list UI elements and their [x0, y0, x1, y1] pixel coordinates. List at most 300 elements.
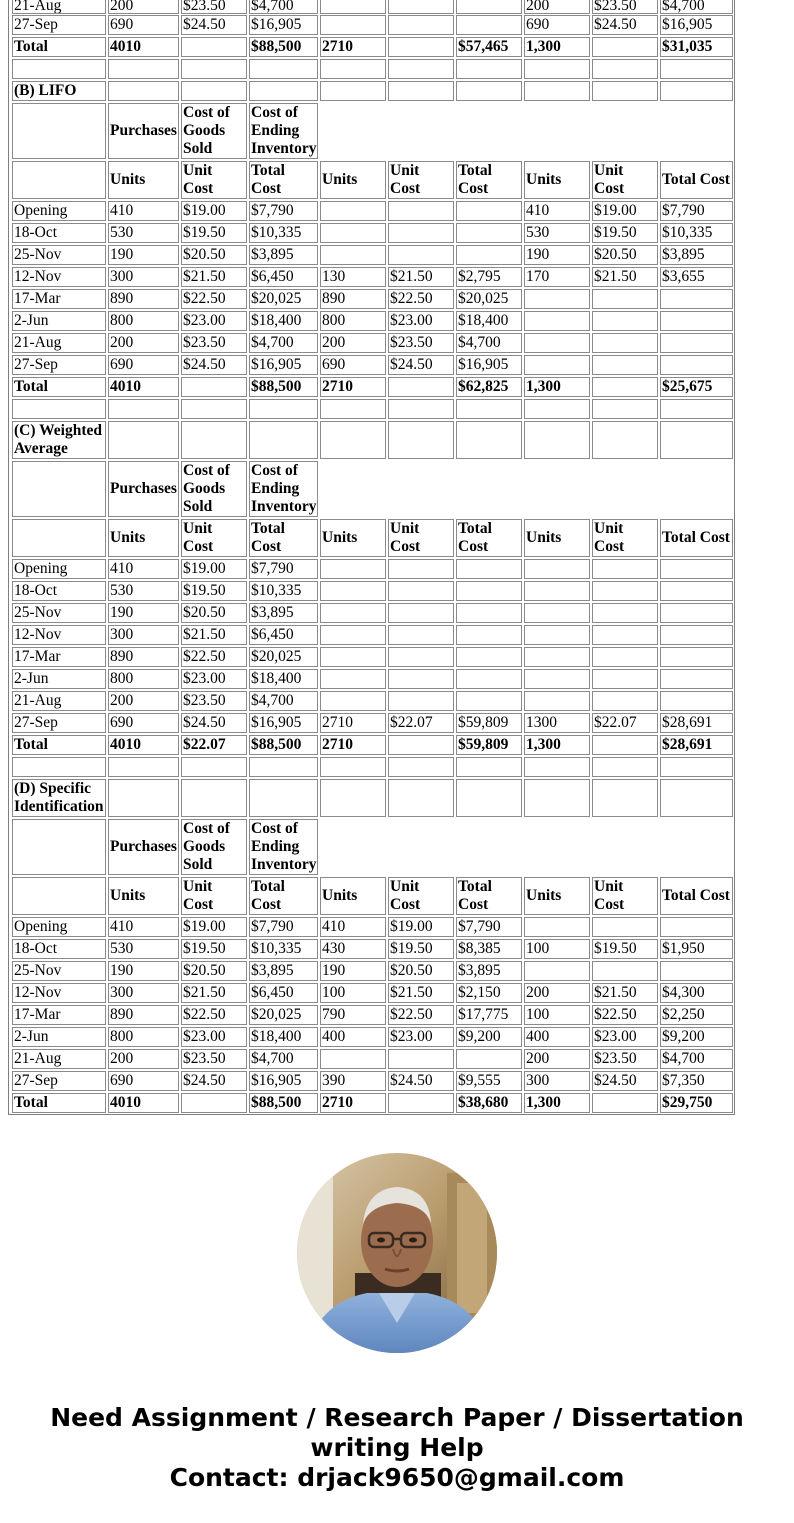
table-cell: $19.50: [181, 223, 247, 243]
table-cell: [524, 311, 590, 331]
table-cell: $7,790: [456, 917, 522, 937]
table-cell: $4,700: [660, 0, 733, 14]
table-cell: 690: [108, 713, 179, 733]
column-header: [12, 161, 106, 199]
table-cell: 25-Nov: [12, 961, 106, 981]
empty-cell: [524, 421, 590, 459]
table-cell: $20.50: [181, 245, 247, 265]
total-cell: Total: [12, 37, 106, 57]
empty-cell: [181, 399, 247, 419]
total-cell: [181, 37, 247, 57]
table-cell: [660, 961, 733, 981]
table-cell: [660, 289, 733, 309]
table-cell: 790: [320, 1005, 386, 1025]
empty-cell: [592, 81, 658, 101]
column-header: Total Cost: [660, 877, 733, 915]
empty-cell: [456, 59, 522, 79]
table-cell: 530: [108, 581, 179, 601]
total-cell: [388, 377, 454, 397]
table-cell: $3,655: [660, 267, 733, 287]
total-cell: $57,465: [456, 37, 522, 57]
table-cell: $20.50: [181, 603, 247, 623]
table-cell: 200: [108, 0, 179, 14]
section-title: (D) Specific Identification: [12, 779, 106, 817]
table-cell: 390: [320, 1071, 386, 1091]
table-cell: 200: [108, 1049, 179, 1069]
table-cell: 17-Mar: [12, 1005, 106, 1025]
table-cell: [660, 603, 733, 623]
total-cell: 4010: [108, 735, 179, 755]
table-cell: 25-Nov: [12, 245, 106, 265]
table-cell: $19.00: [388, 917, 454, 937]
column-header: Units: [108, 519, 179, 557]
table-cell: 18-Oct: [12, 939, 106, 959]
table-cell: [456, 691, 522, 711]
table-cell: $28,691: [660, 713, 733, 733]
table-cell: 170: [524, 267, 590, 287]
empty-cell: [181, 81, 247, 101]
table-cell: [320, 669, 386, 689]
table-cell: [660, 691, 733, 711]
table-cell: $3,895: [660, 245, 733, 265]
column-header: Units: [524, 161, 590, 199]
total-cell: [592, 1093, 658, 1113]
cta-line-2: writing Help: [310, 1433, 484, 1462]
table-cell: 25-Nov: [12, 603, 106, 623]
table-cell: [592, 311, 658, 331]
author-photo: [297, 1153, 497, 1353]
table-cell: 18-Oct: [12, 581, 106, 601]
column-header: Unit Cost: [181, 519, 247, 557]
empty-cell: [524, 779, 590, 817]
total-cell: [592, 735, 658, 755]
table-cell: $22.07: [592, 713, 658, 733]
table-cell: $18,400: [249, 311, 318, 331]
empty-cell: [592, 757, 658, 777]
table-cell: $23.00: [592, 1027, 658, 1047]
column-header: [12, 519, 106, 557]
table-cell: $9,555: [456, 1071, 522, 1091]
column-header: Units: [108, 161, 179, 199]
table-cell: 800: [108, 1027, 179, 1047]
empty-cell: [456, 757, 522, 777]
table-cell: $23.50: [592, 1049, 658, 1069]
table-cell: $2,250: [660, 1005, 733, 1025]
table-cell: [388, 647, 454, 667]
table-cell: 200: [524, 1049, 590, 1069]
table-cell: [320, 15, 386, 35]
section-title: (C) Weighted Average: [12, 421, 106, 459]
table-cell: 300: [108, 267, 179, 287]
total-cell: $25,675: [660, 377, 733, 397]
table-cell: $22.50: [388, 1005, 454, 1025]
table-cell: [320, 245, 386, 265]
column-header: Units: [524, 519, 590, 557]
table-cell: $4,700: [249, 1049, 318, 1069]
table-cell: 2710: [320, 713, 386, 733]
table-cell: [388, 0, 454, 14]
table-cell: [456, 201, 522, 221]
table-cell: $4,700: [456, 333, 522, 353]
table-cell: 530: [108, 223, 179, 243]
empty-cell: [181, 779, 247, 817]
table-cell: $19.00: [181, 201, 247, 221]
group-header: Cost of Ending Inventory: [251, 104, 317, 157]
table-cell: [456, 647, 522, 667]
table-cell: $19.50: [592, 939, 658, 959]
table-cell: 100: [320, 983, 386, 1003]
column-header: Unit Cost: [388, 519, 454, 557]
total-cell: [181, 1093, 247, 1113]
table-cell: $20.50: [181, 961, 247, 981]
table-cell: 2-Jun: [12, 1027, 106, 1047]
table-cell: $7,790: [249, 917, 318, 937]
column-header: Total Cost: [660, 519, 733, 557]
total-cell: Total: [12, 1093, 106, 1113]
empty-cell: [660, 399, 733, 419]
total-cell: $59,809: [456, 735, 522, 755]
empty-cell: [524, 81, 590, 101]
total-cell: $38,680: [456, 1093, 522, 1113]
table-cell: $6,450: [249, 983, 318, 1003]
empty-cell: [249, 59, 318, 79]
group-header: Cost of Goods Sold: [181, 461, 247, 517]
table-cell: 190: [108, 245, 179, 265]
empty-cell: [524, 399, 590, 419]
table-cell: $23.00: [388, 1027, 454, 1047]
total-cell: $22.07: [181, 735, 247, 755]
table-cell: 400: [524, 1027, 590, 1047]
table-cell: $19.50: [388, 939, 454, 959]
total-cell: $28,691: [660, 735, 733, 755]
author-avatar: [297, 1153, 497, 1353]
column-header: Total Cost: [249, 161, 318, 199]
table-cell: $6,450: [249, 267, 318, 287]
table-cell: 400: [320, 1027, 386, 1047]
total-cell: Total: [12, 735, 106, 755]
total-cell: $88,500: [249, 377, 318, 397]
empty-cell: [592, 399, 658, 419]
table-cell: [592, 669, 658, 689]
table-cell: $23.00: [181, 669, 247, 689]
table-cell: $4,700: [249, 333, 318, 353]
table-cell: 27-Sep: [12, 1071, 106, 1091]
table-cell: [660, 669, 733, 689]
empty-cell: [108, 81, 179, 101]
table-cell: 690: [524, 15, 590, 35]
table-cell: [388, 625, 454, 645]
table-cell: $6,450: [249, 625, 318, 645]
table-cell: $1,950: [660, 939, 733, 959]
table-cell: 12-Nov: [12, 983, 106, 1003]
table-cell: $23.50: [181, 0, 247, 14]
table-cell: 27-Sep: [12, 15, 106, 35]
table-cell: $4,700: [249, 691, 318, 711]
table-cell: $16,905: [249, 713, 318, 733]
table-cell: [320, 0, 386, 14]
empty-cell: [12, 757, 106, 777]
table-cell: 130: [320, 267, 386, 287]
empty-cell: [592, 59, 658, 79]
table-cell: $19.00: [592, 201, 658, 221]
empty-cell: [320, 779, 386, 817]
total-cell: [388, 735, 454, 755]
table-cell: [660, 917, 733, 937]
table-cell: 410: [320, 917, 386, 937]
group-header: Cost of Ending Inventory: [251, 462, 317, 515]
table-cell: 300: [108, 983, 179, 1003]
total-cell: $62,825: [456, 377, 522, 397]
table-cell: [660, 333, 733, 353]
total-cell: 4010: [108, 1093, 179, 1113]
table-cell: 12-Nov: [12, 267, 106, 287]
table-cell: [660, 559, 733, 579]
table-cell: 190: [108, 603, 179, 623]
empty-cell: [320, 59, 386, 79]
group-header: Purchases: [108, 819, 179, 875]
table-cell: $19.50: [181, 939, 247, 959]
empty-cell: [660, 421, 733, 459]
empty-cell: [249, 757, 318, 777]
table-cell: 890: [108, 1005, 179, 1025]
table-cell: 800: [108, 669, 179, 689]
table-cell: $19.00: [181, 559, 247, 579]
table-cell: 890: [320, 289, 386, 309]
table-cell: $7,350: [660, 1071, 733, 1091]
total-cell: $88,500: [249, 37, 318, 57]
table-cell: Opening: [12, 559, 106, 579]
column-header: Units: [320, 161, 386, 199]
empty-cell: [456, 399, 522, 419]
total-cell: 2710: [320, 1093, 386, 1113]
cta-line-1: Need Assignment / Research Paper / Dissertation: [50, 1403, 744, 1432]
table-cell: $20,025: [249, 647, 318, 667]
table-cell: [524, 581, 590, 601]
empty-cell: [181, 59, 247, 79]
table-cell: [320, 223, 386, 243]
table-cell: 1300: [524, 713, 590, 733]
empty-cell: [320, 399, 386, 419]
empty-cell: [592, 779, 658, 817]
table-cell: 21-Aug: [12, 0, 106, 14]
total-cell: $31,035: [660, 37, 733, 57]
column-header: [12, 877, 106, 915]
table-cell: $10,335: [249, 581, 318, 601]
table-cell: $23.50: [181, 691, 247, 711]
table-cell: $19.50: [592, 223, 658, 243]
empty-cell: [388, 757, 454, 777]
table-cell: $22.50: [181, 289, 247, 309]
table-cell: 190: [320, 961, 386, 981]
table-cell: [524, 691, 590, 711]
column-header: Unit Cost: [181, 877, 247, 915]
total-cell: 2710: [320, 735, 386, 755]
table-cell: 800: [108, 311, 179, 331]
total-cell: 1,300: [524, 377, 590, 397]
empty-cell: [388, 81, 454, 101]
column-header: Units: [320, 519, 386, 557]
table-cell: 12-Nov: [12, 625, 106, 645]
table-cell: [592, 961, 658, 981]
empty-cell: [660, 81, 733, 101]
table-cell: [388, 581, 454, 601]
empty-cell: [108, 757, 179, 777]
table-cell: $3,895: [249, 603, 318, 623]
table-cell: [456, 625, 522, 645]
table-cell: $9,200: [660, 1027, 733, 1047]
table-cell: [524, 917, 590, 937]
table-cell: $20,025: [249, 1005, 318, 1025]
table-cell: 21-Aug: [12, 333, 106, 353]
table-cell: [592, 917, 658, 937]
table-cell: 21-Aug: [12, 1049, 106, 1069]
table-cell: [456, 1049, 522, 1069]
total-cell: 1,300: [524, 37, 590, 57]
empty-cell: [320, 81, 386, 101]
total-cell: [388, 1093, 454, 1113]
empty-cell: [388, 421, 454, 459]
table-cell: [388, 201, 454, 221]
table-cell: $16,905: [456, 355, 522, 375]
empty-cell: [12, 399, 106, 419]
column-header: Total Cost: [456, 877, 522, 915]
table-cell: $59,809: [456, 713, 522, 733]
table-cell: [524, 669, 590, 689]
table-cell: $4,300: [660, 983, 733, 1003]
table-cell: 300: [524, 1071, 590, 1091]
table-cell: 530: [108, 939, 179, 959]
table-cell: 100: [524, 1005, 590, 1025]
table-cell: [320, 1049, 386, 1069]
empty-cell: [660, 779, 733, 817]
total-cell: [181, 377, 247, 397]
table-cell: $20.50: [388, 961, 454, 981]
group-header: Purchases: [108, 103, 179, 159]
column-header: Unit Cost: [592, 161, 658, 199]
table-cell: [592, 647, 658, 667]
table-cell: [660, 647, 733, 667]
table-cell: $22.50: [181, 647, 247, 667]
table-cell: $21.50: [592, 983, 658, 1003]
column-header: Unit Cost: [388, 877, 454, 915]
table-cell: [524, 289, 590, 309]
empty-cell: [108, 59, 179, 79]
table-cell: [456, 245, 522, 265]
table-cell: $23.50: [388, 333, 454, 353]
table-cell: 2-Jun: [12, 311, 106, 331]
empty-cell: [249, 399, 318, 419]
table-cell: [388, 223, 454, 243]
table-cell: 430: [320, 939, 386, 959]
table-cell: [320, 647, 386, 667]
table-cell: $7,790: [249, 201, 318, 221]
empty-cell: [12, 819, 106, 875]
table-cell: 18-Oct: [12, 223, 106, 243]
table-cell: $10,335: [249, 223, 318, 243]
column-header: Units: [524, 877, 590, 915]
table-cell: [592, 355, 658, 375]
table-cell: $22.07: [388, 713, 454, 733]
table-cell: [320, 201, 386, 221]
column-header: Units: [108, 877, 179, 915]
table-cell: $18,400: [456, 311, 522, 331]
table-cell: $23.50: [592, 0, 658, 14]
table-cell: $18,400: [249, 1027, 318, 1047]
table-cell: 17-Mar: [12, 647, 106, 667]
empty-cell: [524, 757, 590, 777]
empty-cell: [249, 421, 318, 459]
table-cell: $21.50: [181, 625, 247, 645]
table-cell: 17-Mar: [12, 289, 106, 309]
table-cell: [592, 559, 658, 579]
table-cell: $2,795: [456, 267, 522, 287]
table-cell: $7,790: [249, 559, 318, 579]
table-cell: $19.00: [181, 917, 247, 937]
empty-cell: [388, 399, 454, 419]
table-cell: [524, 355, 590, 375]
table-cell: $16,905: [249, 1071, 318, 1091]
total-cell: $29,750: [660, 1093, 733, 1113]
table-cell: $4,700: [249, 0, 318, 14]
table-cell: $23.00: [181, 1027, 247, 1047]
column-header: Unit Cost: [592, 519, 658, 557]
table-cell: $21.50: [592, 267, 658, 287]
table-cell: $16,905: [249, 15, 318, 35]
table-cell: $24.50: [181, 355, 247, 375]
empty-cell: [108, 421, 179, 459]
table-cell: [320, 559, 386, 579]
table-cell: 27-Sep: [12, 713, 106, 733]
table-cell: [524, 333, 590, 353]
table-cell: $20,025: [456, 289, 522, 309]
total-cell: 2710: [320, 37, 386, 57]
table-cell: 800: [320, 311, 386, 331]
table-cell: [524, 647, 590, 667]
table-cell: [524, 603, 590, 623]
empty-cell: [249, 779, 318, 817]
table-cell: [524, 559, 590, 579]
empty-cell: [108, 399, 179, 419]
table-cell: Opening: [12, 201, 106, 221]
table-cell: $20,025: [249, 289, 318, 309]
table-cell: [320, 603, 386, 623]
empty-cell: [660, 59, 733, 79]
empty-cell: [456, 81, 522, 101]
group-header: Purchases: [108, 461, 179, 517]
table-cell: [592, 581, 658, 601]
table-cell: $8,385: [456, 939, 522, 959]
table-cell: [524, 625, 590, 645]
column-header: Total Cost: [456, 519, 522, 557]
empty-cell: [12, 461, 106, 517]
table-cell: $20.50: [592, 245, 658, 265]
table-cell: 890: [108, 647, 179, 667]
inventory-costing-table: [8, 0, 735, 1115]
table-cell: $22.50: [181, 1005, 247, 1025]
table-cell: $7,790: [660, 201, 733, 221]
table-cell: $24.50: [181, 15, 247, 35]
table-cell: $17,775: [456, 1005, 522, 1025]
table-cell: $3,895: [249, 961, 318, 981]
empty-cell: [181, 757, 247, 777]
column-header: Unit Cost: [181, 161, 247, 199]
table-cell: [592, 333, 658, 353]
table-cell: $10,335: [249, 939, 318, 959]
table-cell: 100: [524, 939, 590, 959]
table-cell: $23.50: [181, 1049, 247, 1069]
table-cell: [456, 581, 522, 601]
table-cell: $10,335: [660, 223, 733, 243]
